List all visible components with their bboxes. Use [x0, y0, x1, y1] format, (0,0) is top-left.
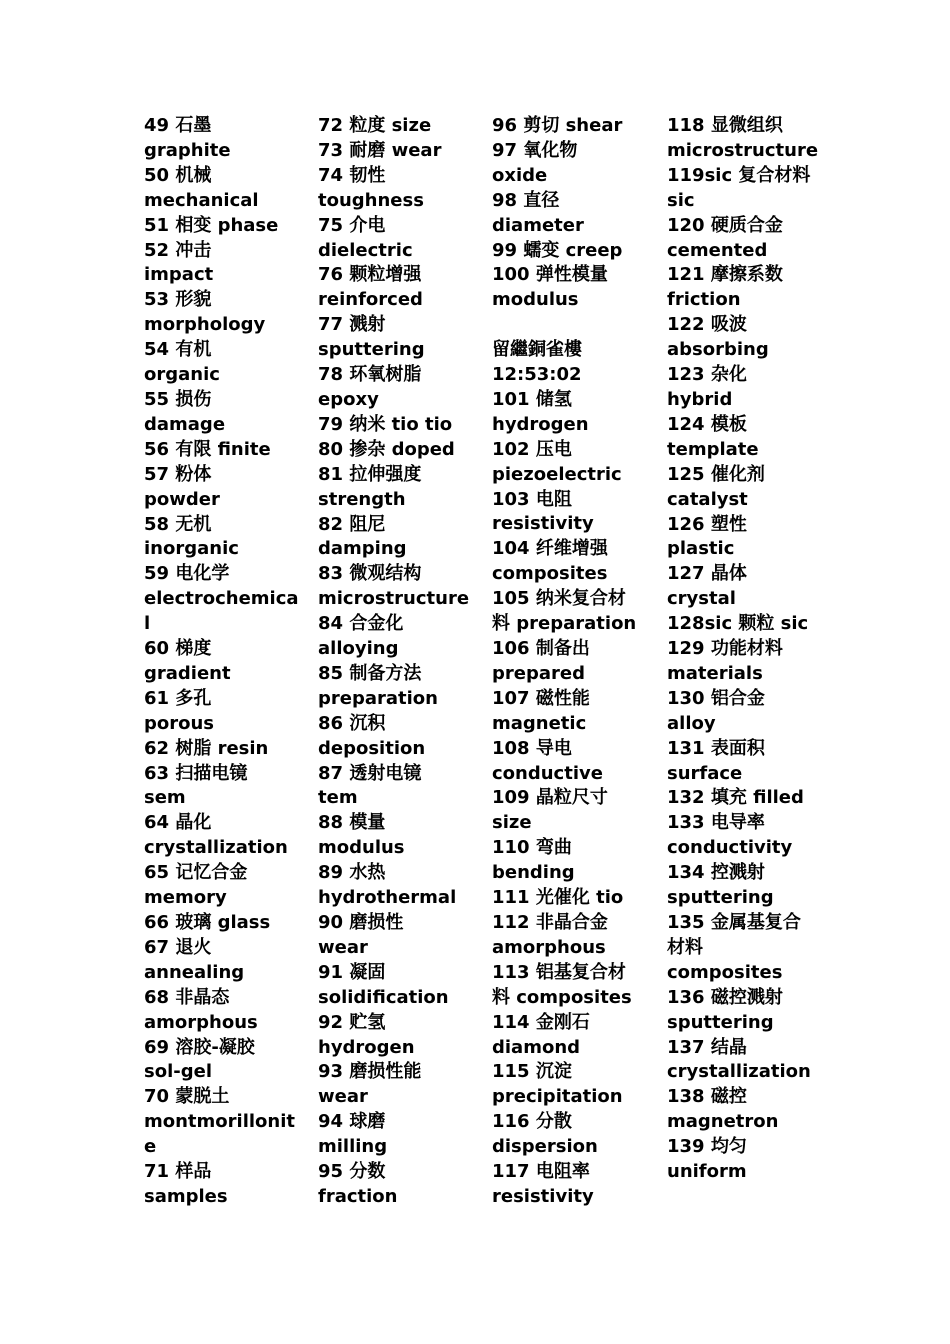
- glossary-line: crystallization: [667, 1061, 811, 1083]
- glossary-line: sol-gel: [144, 1061, 212, 1083]
- glossary-line: cemented: [667, 239, 768, 261]
- glossary-line: 63 扫描电镜: [144, 762, 248, 784]
- column-2: [318, 114, 486, 1210]
- glossary-line: 97 氧化物: [492, 139, 578, 161]
- glossary-line: 84 合金化: [318, 613, 404, 635]
- glossary-line: fraction: [318, 1185, 398, 1207]
- glossary-line: damage: [144, 413, 226, 435]
- column-4: [667, 114, 837, 1185]
- glossary-line: sic: [667, 189, 695, 211]
- glossary-line: 87 透射电镜: [318, 762, 422, 784]
- glossary-line: 136 磁控溅射: [667, 986, 783, 1008]
- glossary-line: 73 耐磨 wear: [318, 139, 442, 161]
- glossary-line: diameter: [492, 214, 584, 236]
- glossary-line: 81 拉伸强度: [318, 463, 422, 485]
- glossary-line: 92 贮氢: [318, 1011, 386, 1033]
- glossary-line: 98 直径: [492, 189, 560, 211]
- glossary-line: gradient: [144, 662, 231, 684]
- glossary-line: 138 磁控: [667, 1086, 747, 1108]
- glossary-line: alloying: [318, 638, 399, 660]
- glossary-line: 51 相变 phase: [144, 214, 279, 236]
- glossary-line: uniform: [667, 1161, 747, 1183]
- glossary-line: dielectric: [318, 239, 413, 261]
- glossary-line: microstructure: [667, 139, 819, 161]
- glossary-line: 72 粒度 size: [318, 115, 432, 136]
- glossary-line: 69 溶胶-凝胶: [144, 1036, 255, 1058]
- glossary-line: 104 纤维增强: [492, 538, 608, 560]
- glossary-line: sputtering: [667, 1011, 774, 1033]
- glossary-line: 133 电导率: [667, 812, 765, 834]
- glossary-line: 107 磁性能: [492, 687, 590, 709]
- glossary-line: porous: [144, 712, 215, 734]
- glossary-line: 111 光催化 tio: [492, 887, 624, 909]
- glossary-line: 80 掺杂 doped: [318, 438, 455, 460]
- glossary-line: 96 剪切 shear: [492, 115, 623, 136]
- glossary-line: 115 沉淀: [492, 1061, 572, 1083]
- glossary-line: size: [492, 812, 532, 834]
- glossary-line: 112 非晶合金: [492, 911, 608, 933]
- glossary-line: composites: [667, 961, 783, 983]
- glossary-line: impact: [144, 264, 214, 286]
- glossary-line: deposition: [318, 737, 426, 759]
- glossary-line: 53 形貌: [144, 289, 212, 311]
- glossary-line: toughness: [318, 189, 424, 211]
- glossary-line: 126 塑性: [667, 513, 747, 535]
- glossary-line: 109 晶粒尺寸: [492, 787, 608, 809]
- glossary-line: 139 均匀: [667, 1136, 747, 1158]
- glossary-line: 62 树脂 resin: [144, 737, 269, 759]
- glossary-line: prepared: [492, 662, 585, 684]
- glossary-line: 60 梯度: [144, 638, 212, 660]
- glossary-line: amorphous: [492, 936, 606, 958]
- glossary-line: oxide: [492, 164, 548, 186]
- glossary-line: 131 表面积: [667, 737, 765, 759]
- glossary-line: 135 金属基复合: [667, 912, 801, 933]
- glossary-line: 82 阻尼: [318, 513, 386, 535]
- glossary-line: surface: [667, 762, 743, 784]
- glossary-line: 58 无机: [144, 513, 212, 535]
- glossary-line: 100 弹性模量: [492, 264, 608, 286]
- glossary-line: magnetic: [492, 712, 587, 734]
- glossary-line: strength: [318, 488, 406, 510]
- glossary-line: 120 硬质合金: [667, 214, 783, 236]
- glossary-line: diamond: [492, 1036, 581, 1058]
- glossary-line: epoxy: [318, 388, 379, 410]
- glossary-line: 128sic 颗粒 sic: [667, 613, 809, 635]
- glossary-line: amorphous: [144, 1011, 258, 1033]
- glossary-line: materials: [667, 662, 763, 684]
- glossary-line: tem: [318, 787, 358, 809]
- glossary-line: 83 微观结构: [318, 563, 422, 585]
- glossary-line: 材料: [667, 936, 703, 958]
- glossary-line: 88 模量: [318, 812, 386, 834]
- glossary-line: 119sic 复合材料: [667, 164, 811, 186]
- glossary-line: hydrothermal: [318, 887, 457, 909]
- glossary-line: 71 样品: [144, 1161, 212, 1183]
- glossary-line: 122 吸波: [667, 314, 747, 336]
- glossary-line: 61 多孔: [144, 687, 212, 709]
- glossary-line: 留繼銅雀樓: [492, 339, 582, 361]
- glossary-line: friction: [667, 289, 741, 311]
- glossary-line: e: [144, 1136, 157, 1158]
- glossary-line: 55 损伤: [144, 388, 212, 410]
- glossary-line: 75 介电: [318, 214, 386, 236]
- glossary-line: 95 分数: [318, 1161, 386, 1183]
- glossary-line: 99 蠕变 creep: [492, 239, 623, 261]
- glossary-line: conductive: [492, 762, 603, 784]
- glossary-line: 101 储氢: [492, 388, 572, 410]
- glossary-line: crystallization: [144, 837, 288, 859]
- glossary-line: l: [144, 613, 151, 635]
- glossary-line: 料 composites: [492, 986, 632, 1008]
- glossary-line: 77 溅射: [318, 314, 386, 336]
- glossary-line: graphite: [144, 139, 231, 161]
- glossary-line: sputtering: [318, 339, 425, 361]
- glossary-line: 85 制备方法: [318, 662, 422, 684]
- glossary-line: 114 金刚石: [492, 1011, 590, 1033]
- glossary-line: 70 蒙脱土: [144, 1086, 230, 1108]
- glossary-line: 68 非晶态: [144, 986, 230, 1008]
- glossary-line: microstructure: [318, 588, 470, 610]
- glossary-line: 64 晶化: [144, 812, 212, 834]
- glossary-line: mechanical: [144, 189, 259, 211]
- glossary-line: 123 杂化: [667, 364, 747, 386]
- glossary-line: electrochemica: [144, 588, 299, 610]
- glossary-line: 66 玻璃 glass: [144, 912, 271, 933]
- glossary-line: 65 记忆合金: [144, 862, 248, 884]
- glossary-line: organic: [144, 364, 220, 386]
- glossary-line: precipitation: [492, 1086, 623, 1108]
- glossary-line: inorganic: [144, 538, 239, 560]
- glossary-line: resistivity: [492, 513, 594, 535]
- glossary-line: dispersion: [492, 1136, 598, 1158]
- glossary-line: 108 导电: [492, 737, 572, 759]
- glossary-line: modulus: [318, 837, 405, 859]
- glossary-line: wear: [318, 1086, 368, 1108]
- glossary-line: 12:53:02: [492, 364, 582, 386]
- glossary-line: 50 机械: [144, 164, 212, 186]
- glossary-line: preparation: [318, 687, 438, 709]
- glossary-line: montmorillonit: [144, 1111, 296, 1133]
- glossary-line: 121 摩擦系数: [667, 264, 783, 286]
- glossary-line: 89 水热: [318, 862, 386, 884]
- glossary-line: conductivity: [667, 837, 793, 859]
- glossary-line: 106 制备出: [492, 638, 590, 660]
- glossary-line: composites: [492, 563, 608, 585]
- glossary-line: 105 纳米复合材: [492, 588, 626, 610]
- glossary-line: 74 韧性: [318, 164, 386, 186]
- glossary-line: 118 显微组织: [667, 115, 783, 136]
- glossary-line: 113 铝基复合材: [492, 961, 626, 983]
- glossary-line: solidification: [318, 986, 449, 1008]
- glossary-line: template: [667, 438, 759, 460]
- glossary-line: 127 晶体: [667, 563, 747, 585]
- glossary-line: modulus: [492, 289, 579, 311]
- glossary-line: 130 铝合金: [667, 687, 765, 709]
- glossary-line: hydrogen: [318, 1036, 415, 1058]
- column-3: [492, 114, 660, 1210]
- blank-line: [492, 313, 660, 338]
- glossary-line: 料 preparation: [492, 613, 637, 635]
- glossary-line: 134 控溅射: [667, 862, 765, 884]
- glossary-line: 86 沉积: [318, 712, 386, 734]
- glossary-line: memory: [144, 887, 227, 909]
- glossary-line: 79 纳米 tio tio: [318, 413, 453, 435]
- glossary-line: 94 球磨: [318, 1111, 386, 1133]
- glossary-line: reinforced: [318, 289, 423, 311]
- glossary-line: 67 退火: [144, 936, 212, 958]
- glossary-line: annealing: [144, 961, 245, 983]
- glossary-line: powder: [144, 488, 220, 510]
- glossary-line: morphology: [144, 314, 266, 336]
- glossary-line: plastic: [667, 538, 735, 560]
- glossary-line: 91 凝固: [318, 961, 386, 983]
- glossary-line: 90 磨损性: [318, 912, 404, 933]
- glossary-line: 78 环氧树脂: [318, 364, 422, 386]
- glossary-line: 124 模板: [667, 413, 747, 435]
- glossary-line: wear: [318, 936, 368, 958]
- column-1: [144, 114, 304, 1210]
- glossary-line: 102 压电: [492, 438, 572, 460]
- glossary-line: 93 磨损性能: [318, 1061, 422, 1083]
- glossary-line: 117 电阻率: [492, 1161, 590, 1183]
- glossary-line: 110 弯曲: [492, 837, 572, 859]
- glossary-line: sputtering: [667, 887, 774, 909]
- glossary-line: absorbing: [667, 339, 769, 361]
- glossary-line: 129 功能材料: [667, 638, 783, 660]
- glossary-line: 116 分散: [492, 1111, 572, 1133]
- glossary-line: 76 颗粒增强: [318, 264, 422, 286]
- glossary-line: 103 电阻: [492, 488, 572, 510]
- glossary-line: resistivity: [492, 1185, 594, 1207]
- glossary-line: 132 填充 filled: [667, 787, 804, 809]
- glossary-line: bending: [492, 862, 575, 884]
- glossary-line: magnetron: [667, 1111, 779, 1133]
- glossary-line: 137 结晶: [667, 1036, 747, 1058]
- glossary-line: 54 有机: [144, 339, 212, 361]
- glossary-line: 56 有限 finite: [144, 438, 271, 460]
- glossary-line: hydrogen: [492, 413, 589, 435]
- glossary-line: sem: [144, 787, 186, 809]
- glossary-line: milling: [318, 1136, 388, 1158]
- glossary-line: damping: [318, 538, 407, 560]
- glossary-line: 59 电化学: [144, 563, 230, 585]
- glossary-line: piezoelectric: [492, 463, 622, 485]
- glossary-line: 57 粉体: [144, 463, 212, 485]
- glossary-line: 49 石墨: [144, 115, 212, 136]
- glossary-line: alloy: [667, 712, 716, 734]
- glossary-line: hybrid: [667, 388, 733, 410]
- glossary-line: samples: [144, 1185, 228, 1207]
- glossary-line: 52 冲击: [144, 239, 212, 261]
- glossary-line: crystal: [667, 588, 736, 610]
- glossary-line: 125 催化剂: [667, 463, 765, 485]
- glossary-line: catalyst: [667, 488, 748, 510]
